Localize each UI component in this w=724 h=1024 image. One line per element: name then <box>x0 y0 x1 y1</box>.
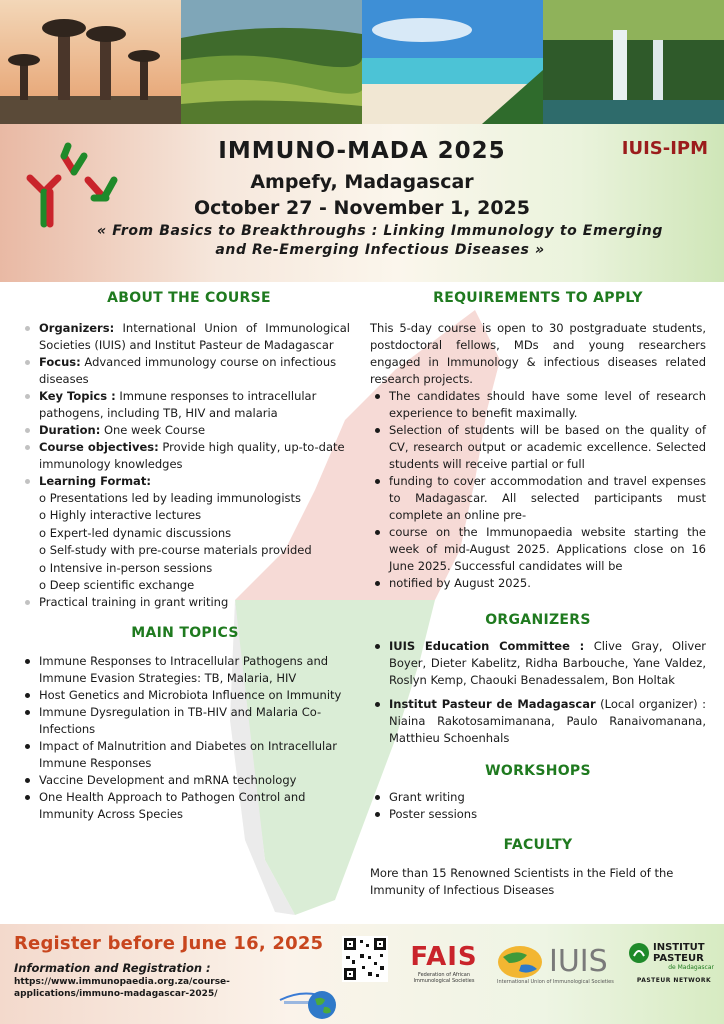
list-item: Poster sessions <box>370 806 706 823</box>
list-item: Course objectives: Provide high quality, up-to-date immunology knowledges <box>20 439 350 473</box>
list-item: IUIS Education Committee : Clive Gray, Oliver Boyer, Dieter Kabelitz, Ridha Barbouche, Yane Valdez, Roslyn Kemp, Chaouki Benadessalem, Bon Holtak <box>370 638 706 689</box>
qr-code-icon[interactable] <box>342 936 388 982</box>
pasteur-madagascar-label: de Madagascar <box>668 964 714 971</box>
list-item: Immune Responses to Intracellular Pathogens and Immune Evasion Strategies: TB, Malaria, HIV <box>20 653 350 687</box>
organizers-heading: ORGANIZERS <box>485 612 591 628</box>
list-item: Focus: Advanced immunology course on infectious diseases <box>20 354 350 388</box>
list-item: Impact of Malnutrition and Diabetes on Intracellular Immune Responses <box>20 738 350 772</box>
main-topics-list <box>20 653 350 823</box>
right-column <box>370 290 706 899</box>
globe-icon <box>307 990 337 1020</box>
list-item: Selection of students will be based on the quality of CV, research output or academic excellence. Selected students will receive partial or full <box>370 422 706 473</box>
pasteur-network-label: PASTEUR NETWORK <box>636 977 712 984</box>
rice-terraces-photo <box>181 0 362 124</box>
waterfall-photo <box>543 0 724 124</box>
photo-strip <box>0 0 724 124</box>
list-item: course on the Immunopaedia website starting the week of mid-August 2025. Applications close on 16 June 2025. Successful candidates will be <box>370 524 706 575</box>
left-column <box>20 290 350 823</box>
main-topics-heading: MAIN TOPICS <box>131 625 239 642</box>
register-deadline: Register before June 16, 2025 <box>14 933 324 954</box>
list-item: Vaccine Development and mRNA technology <box>20 772 350 789</box>
event-dates: October 27 - November 1, 2025 <box>193 197 530 219</box>
pasteur-emblem-icon <box>628 942 650 964</box>
baobab-avenue-photo <box>0 0 181 124</box>
fais-logo <box>403 942 485 984</box>
iuis-ipm-badge: IUIS-IPM <box>621 138 708 159</box>
page-title: IMMUNO-MADA 2025 <box>218 138 506 164</box>
list-item: notified by August 2025. <box>370 575 706 592</box>
faculty-heading: FACULTY <box>503 837 573 853</box>
workshops-list <box>370 789 706 823</box>
registration-info-label: Information and Registration : <box>14 961 211 975</box>
fais-logo-text: FAIS <box>410 942 478 972</box>
fais-logo-subtitle: Federation of African Immunological Societies <box>413 972 475 984</box>
list-item: Grant writing <box>370 789 706 806</box>
format-item: o Expert-led dynamic discussions <box>39 525 232 540</box>
list-item: One Health Approach to Pathogen Control and Immunity Across Species <box>20 789 350 823</box>
institut-pasteur-logo <box>628 942 720 984</box>
faculty-text: More than 15 Renowned Scientists in the Field of the Immunity of Infectious Diseases <box>370 866 674 897</box>
workshops-heading: WORKSHOPS <box>485 763 591 779</box>
list-item: Host Genetics and Microbiota Influence on Immunity <box>20 687 350 704</box>
list-item: Institut Pasteur de Madagascar (Local organizer) : Niaina Rakotosamimanana, Paulo Ranaivomanana, Matthieu Schoenhals <box>370 696 706 747</box>
format-item: o Deep scientific exchange <box>39 578 195 593</box>
footer <box>0 924 724 1024</box>
beach-photo <box>362 0 543 124</box>
list-item: Key Topics : Immune responses to intracellular pathogens, including TB, HIV and malaria <box>20 388 350 422</box>
list-item: Practical training in grant writing <box>20 594 350 611</box>
list-item: Organizers: International Union of Immunological Societies (IUIS) and Institut Pasteur de Madagascar <box>20 320 350 354</box>
format-item: o Presentations led by leading immunologists <box>39 491 302 505</box>
about-course-list <box>20 320 350 611</box>
iuis-logo <box>497 944 627 985</box>
requirements-heading: REQUIREMENTS TO APPLY <box>433 290 643 306</box>
list-item: Duration: One week Course <box>20 422 350 439</box>
registration-link[interactable]: https://www.immunopaedia.org.za/course-applications/immuno-madagascar-2025/ <box>14 977 230 999</box>
pasteur-line-1: INSTITUT <box>653 942 705 953</box>
format-item: o Highly interactive lectures <box>39 508 202 523</box>
header-band <box>0 124 724 282</box>
list-item: funding to cover accommodation and travel expenses to Madagascar. All selected participants must complete an online pre- <box>370 473 706 524</box>
organizers-list <box>370 638 706 747</box>
iuis-logo-subtitle: International Union of Immunological Societies <box>497 979 614 985</box>
format-item: o Self-study with pre-course materials provided <box>39 543 312 558</box>
pasteur-line-2: PASTEUR <box>653 953 704 964</box>
list-item: Learning Format: o Presentations led by leading immunologists o Highly interactive lectures o Expert-led dynamic discussions o Self-study with pre-course materials provided o Intensive in-person sessions o Deep scientific exchange <box>20 473 350 594</box>
event-location: Ampefy, Madagascar <box>250 171 474 193</box>
iuis-logo-text: IUIS <box>549 944 608 979</box>
event-tagline: « From Basics to Breakthroughs : Linking Immunology to Emerging and Re-Emerging Infectious Diseases » <box>97 223 663 258</box>
iuis-globe-icon <box>497 945 543 979</box>
format-item: o Intensive in-person sessions <box>39 560 213 575</box>
list-item: The candidates should have some level of research experience to benefit maximally. <box>370 388 706 422</box>
requirements-list <box>370 388 706 592</box>
requirements-intro: This 5-day course is open to 30 postgraduate students, postdoctoral fellows, MDs and young researchers engaged in Immunology & infectious diseases related research projects. <box>370 321 706 386</box>
list-item: Immune Dysregulation in TB-HIV and Malaria Co-Infections <box>20 704 350 738</box>
about-course-heading: ABOUT THE COURSE <box>107 290 271 306</box>
